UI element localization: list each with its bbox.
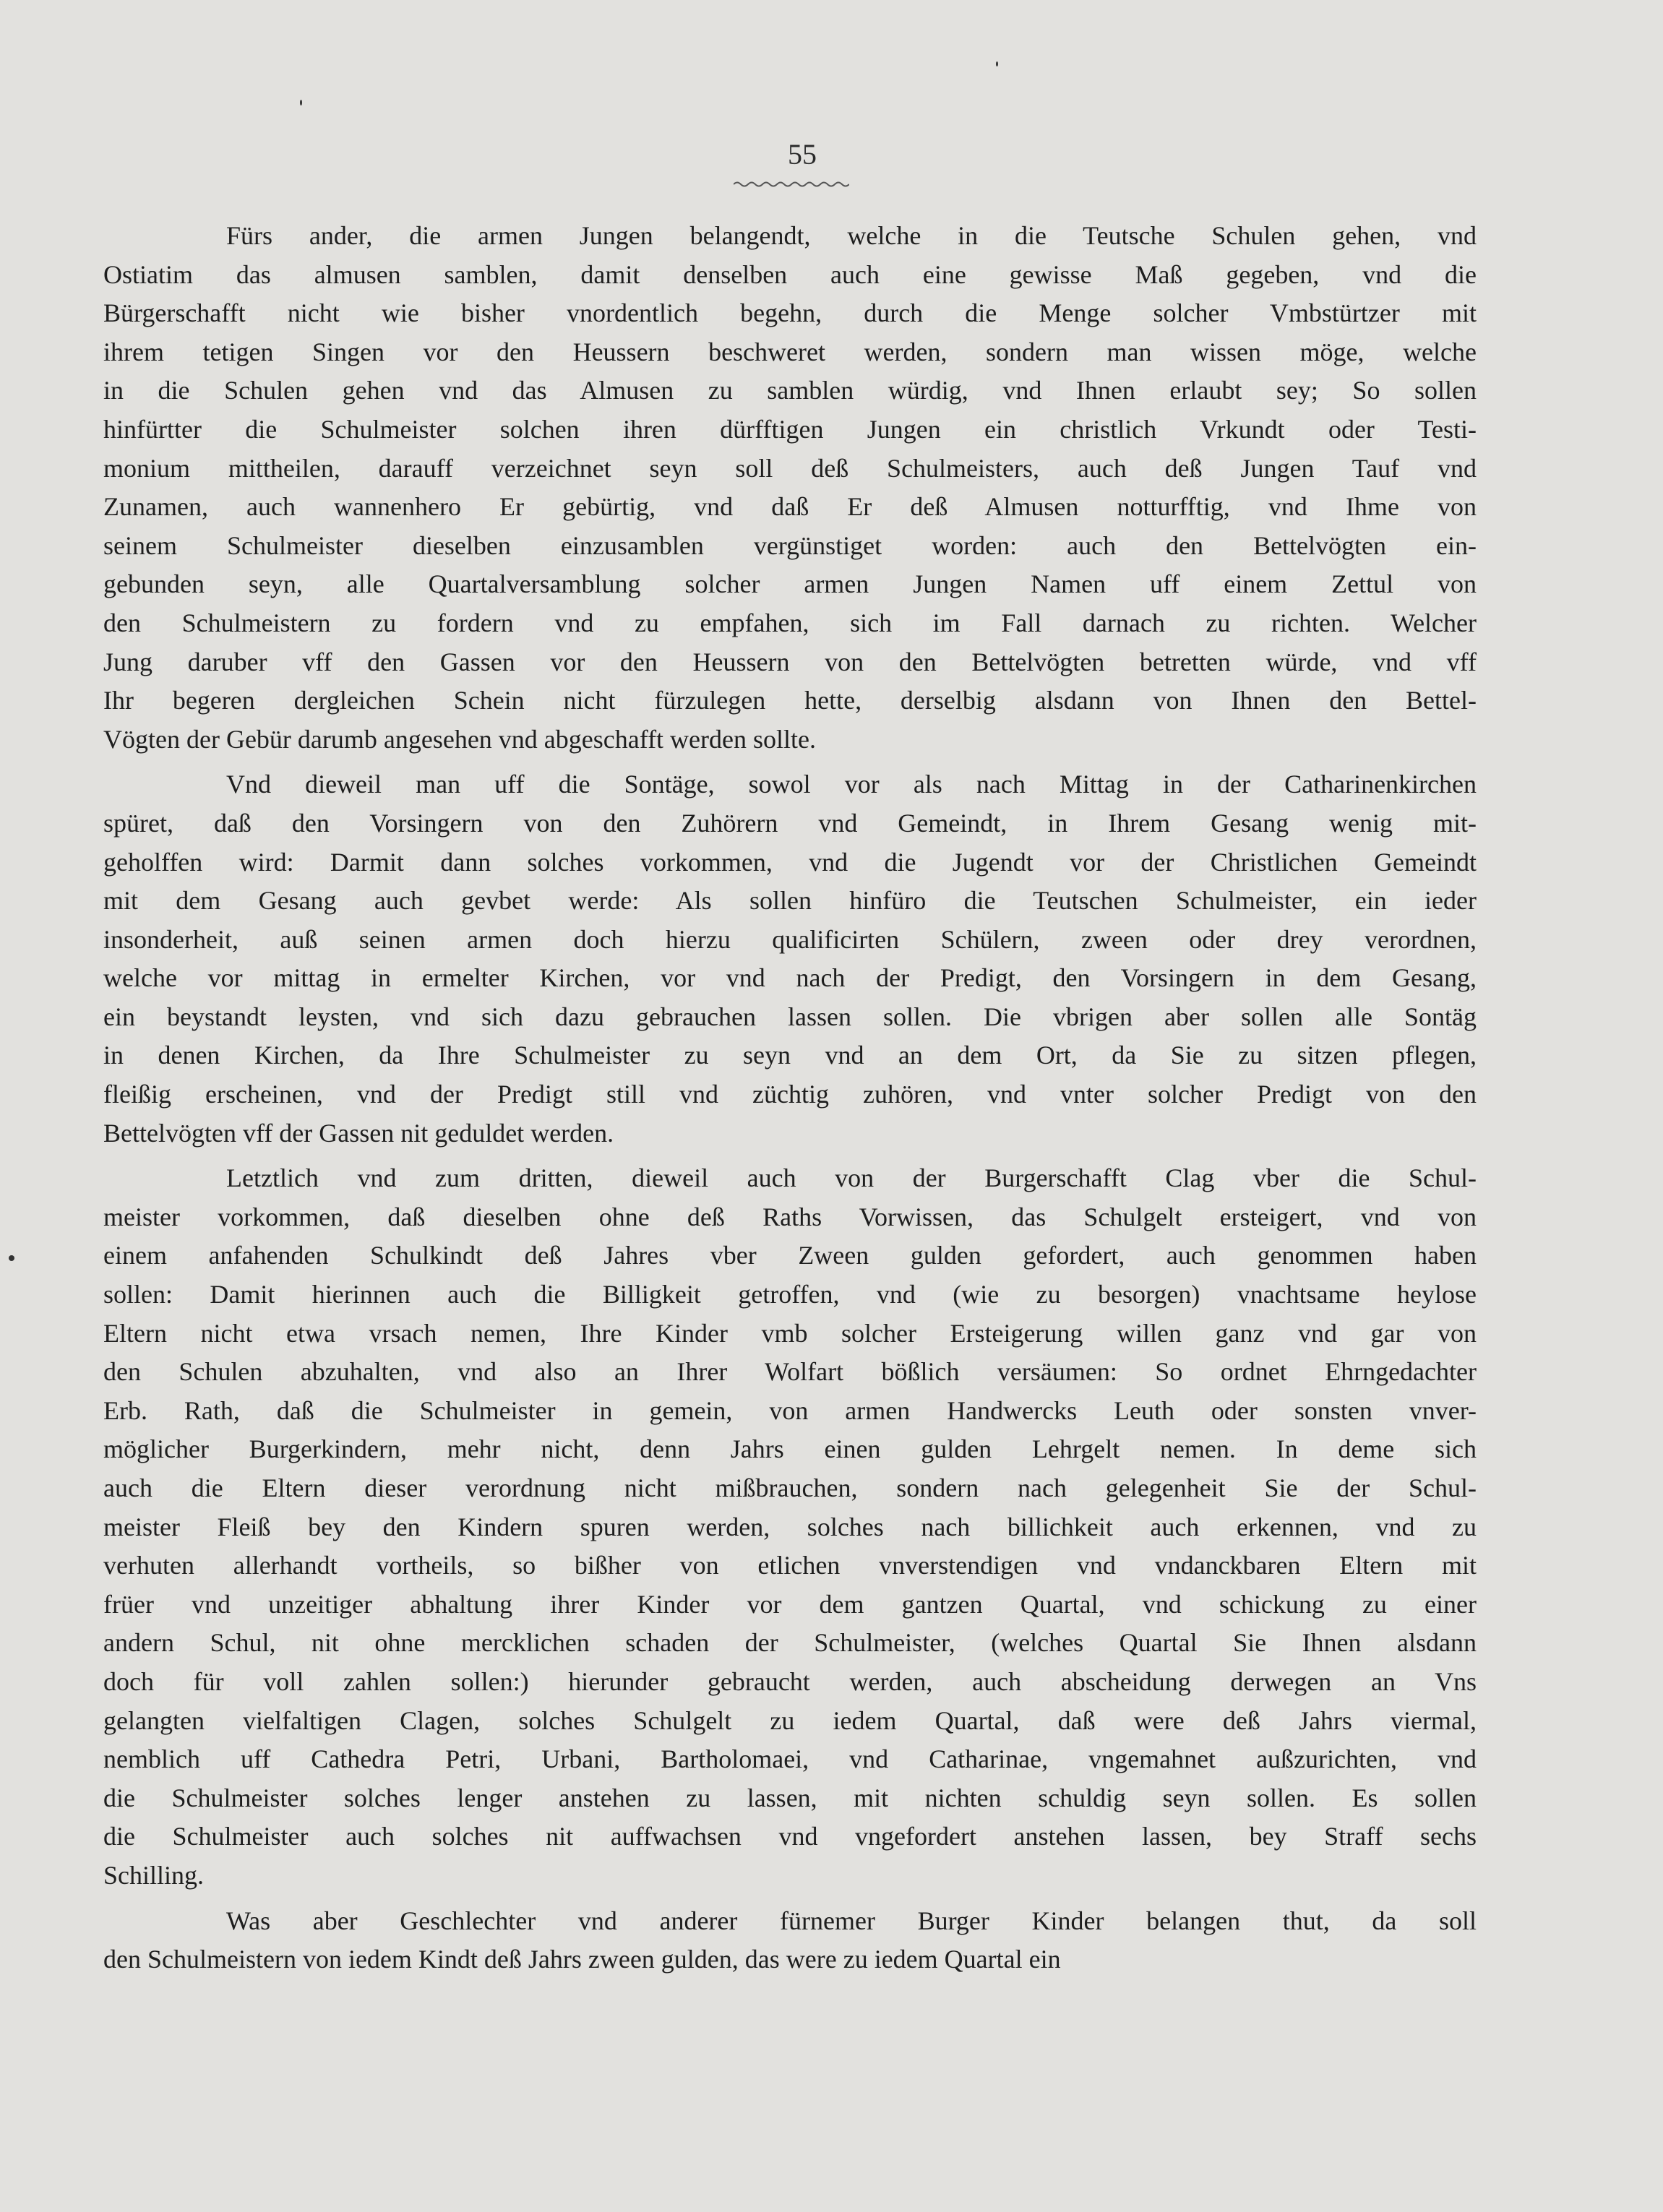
text-line: Eltern nicht etwa vrsach nemen, Ihre Kinder vmb solcher Ersteigerung willen ganz vnd gar von [103,1318,1477,1348]
text-line: fleißig erscheinen, vnd der Predigt still vnd züchtig zuhören, vnd vnter solcher Predigt von den [103,1080,1477,1109]
text-line: Schilling. [103,1860,205,1890]
text-line: meister Fleiß bey den Kindern spuren werden, solches nach billichkeit auch erkennen, vnd zu [103,1512,1477,1541]
text-line: verhuten allerhandt vortheils, so bißher von etlichen vnverstendigen vnd vndanckbaren Eltern mit [103,1551,1477,1580]
paragraph [103,1159,1477,1895]
text-line: in denen Kirchen, da Ihre Schulmeister zu seyn vnd an dem Ort, da Sie zu sitzen pflegen, [103,1041,1477,1070]
text-line: insonderheit, auß seinen armen doch hierzu qualificirten Schülern, zween oder drey verordnen, [103,924,1477,954]
text-line: Ostiatim das almusen samblen, damit denselben auch eine gewisse Maß gegeben, vnd die [103,259,1477,289]
text-line: meister vorkommen, daß dieselben ohne deß Raths Vorwissen, das Schulgelt ersteigert, vnd von [103,1202,1477,1231]
text-line: mit dem Gesang auch gevbet werde: Als sollen hinfüro die Teutschen Schulmeister, ein ieder [103,886,1477,916]
text-line: sollen: Damit hierinnen auch die Billigkeit getroffen, vnd (wie zu besorgen) vnachtsame heylose [103,1280,1477,1309]
text-line: Ihr begeren dergleichen Schein nicht fürzulegen hette, derselbig alsdann von Ihnen den Bettel- [103,686,1477,715]
text-line: Letztlich vnd zum dritten, dieweil auch von der Burgerschafft Clag vber die Schul- [226,1163,1477,1193]
text-line: die Schulmeister solches lenger anstehen zu lassen, mit nichten schuldig seyn sollen. Es sollen [103,1783,1477,1812]
text-line: möglicher Burgerkindern, mehr nicht, denn Jahrs einen gulden Lehrgelt nemen. In deme sich [103,1434,1477,1464]
ink-speck [9,1255,14,1261]
text-line: doch für voll zahlen sollen:) hierunder gebraucht werden, auch abscheidung derwegen an Vns [103,1666,1477,1696]
text-line: Vnd dieweil man uff die Sontäge, sowol vor als nach Mittag in der Catharinenkirchen [226,770,1477,799]
text-line: die Schulmeister auch solches nit auffwachsen vnd vngefordert anstehen lassen, bey Straff sechs [103,1822,1477,1851]
text-line: einem anfahenden Schulkindt deß Jahres vber Zween gulden gefordert, auch genommen haben [103,1241,1477,1270]
text-line: nemblich uff Cathedra Petri, Urbani, Bartholomaei, vnd Catharinae, vngemahnet außzurichten, vnd [103,1744,1477,1774]
text-line: Zunamen, auch wannenhero Er gebürtig, vnd daß Er deß Almusen notturfftig, vnd Ihme von [103,492,1477,522]
page-number: 55 [788,138,817,171]
text-line: Vögten der Gebür darumb angesehen vnd abgeschafft werden sollte. [103,724,816,754]
body-text [103,217,1477,1986]
text-line: Jung daruber vff den Gassen vor den Heussern von den Bettelvögten betretten würde, vnd vff [103,647,1477,676]
text-line: früer vnd unzeitiger abhaltung ihrer Kinder vor dem gantzen Quartal, vnd schickung zu einer [103,1589,1477,1619]
text-line: auch die Eltern dieser verordnung nicht mißbrauchen, sondern nach gelegenheit Sie der Schul- [103,1473,1477,1502]
paragraph [103,217,1477,759]
paragraph [103,765,1477,1153]
text-line: den Schulmeistern von iedem Kindt deß Jahrs zween gulden, das were zu iedem Quartal ein [103,1945,1061,1974]
text-line: den Schulen abzuhalten, vnd also an Ihrer Wolfart bößlich versäumen: So ordnet Ehrngedachter [103,1357,1477,1387]
text-line: hinfürtter die Schulmeister solchen ihren dürfftigen Jungen ein christlich Vrkundt oder Testi- [103,414,1477,444]
paragraph [103,1902,1477,1979]
text-line: in die Schulen gehen vnd das Almusen zu samblen würdig, vnd Ihnen erlaubt sey; So sollen [103,376,1477,405]
text-line: ein beystandt leysten, vnd sich dazu gebrauchen lassen sollen. Die vbrigen aber sollen alle Sontäg [103,1002,1477,1031]
text-line: gebunden seyn, alle Quartalversamblung solcher armen Jungen Namen uff einem Zettul von [103,569,1477,599]
text-line: andern Schul, nit ohne mercklichen schaden der Schulmeister, (welches Quartal Sie Ihnen alsdann [103,1628,1477,1658]
text-line: geholffen wird: Darmit dann solches vorkommen, vnd die Jugendt vor der Christlichen Gemeindt [103,847,1477,877]
text-line: gelangten vielfaltigen Clagen, solches Schulgelt zu iedem Quartal, daß were deß Jahrs viermal, [103,1705,1477,1735]
text-line: ihrem tetigen Singen vor den Heussern beschweret werden, sondern man wissen möge, welche [103,337,1477,366]
text-line: Bürgerschafft nicht wie bisher vnordentlich begehn, durch die Menge solcher Vmbstürtzer mit [103,298,1477,328]
text-line: Erb. Rath, daß die Schulmeister in gemein, von armen Handwercks Leuth oder sonsten vnver- [103,1395,1477,1425]
text-line: monium mittheilen, darauff verzeichnet seyn soll deß Schulmeisters, auch deß Jungen Tauf vnd [103,453,1477,483]
wavy-rule-ornament [734,179,849,189]
ink-speck [996,61,998,66]
ink-speck [300,100,302,106]
text-line: Bettelvögten vff der Gassen nit geduldet werden. [103,1118,614,1148]
text-line: Fürs ander, die armen Jungen belangendt, welche in die Teutsche Schulen gehen, vnd [226,221,1477,250]
text-line: Was aber Geschlechter vnd anderer fürnemer Burger Kinder belangen thut, da soll [226,1906,1477,1935]
text-line: spüret, daß den Vorsingern von den Zuhörern vnd Gemeindt, in Ihrem Gesang wenig mit- [103,808,1477,838]
text-line: welche vor mittag in ermelter Kirchen, vor vnd nach der Predigt, den Vorsingern in dem Gesang, [103,963,1477,993]
text-line: seinem Schulmeister dieselben einzusamblen vergünstiget worden: auch den Bettelvögten ein- [103,530,1477,560]
text-line: den Schulmeistern zu fordern vnd zu empfahen, sich im Fall darnach zu richten. Welcher [103,608,1477,637]
